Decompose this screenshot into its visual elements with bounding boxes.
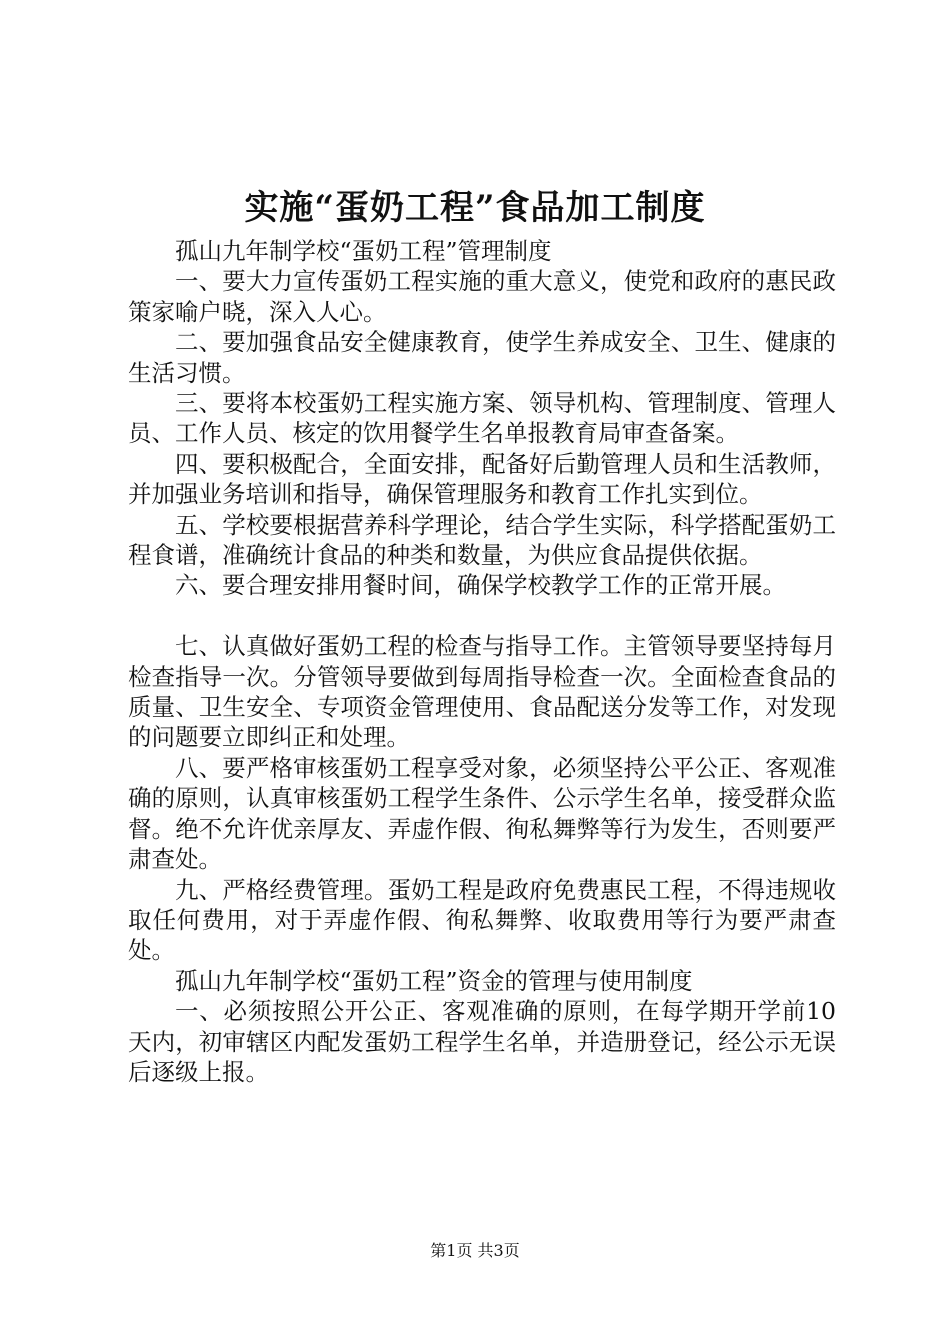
paragraph-item-6: 六、要合理安排用餐时间，确保学校教学工作的正常开展。 [175, 571, 786, 600]
paragraph-heading-funds: 孤山九年制学校“蛋奶工程”资金的管理与使用制度 [175, 966, 693, 995]
paragraph-funds-item-1: 一、必须按照公开公正、客观准确的原则，在每学期开学前10天内，初审辖区内配发蛋奶工程学生名单，并造册登记，经公示无误后逐级上报。 [128, 997, 836, 1086]
blank-line [128, 601, 836, 631]
paragraph-item-8: 八、要严格审核蛋奶工程享受对象，必须坚持公平公正、客观准确的原则，认真审核蛋奶工程学生条件、公示学生名单，接受群众监督。绝不允许优亲厚友、弄虚作假、徇私舞弊等行为发生，否则要严肃查处。 [128, 753, 836, 874]
document-body [128, 236, 836, 1087]
document-title: 实施“蛋奶工程”食品加工制度 [244, 188, 706, 228]
paragraph-item-7: 七、认真做好蛋奶工程的检查与指导工作。主管领导要坚持每月检查指导一次。分管领导要做到每周指导检查一次。全面检查食品的质量、卫生安全、专项资金管理使用、食品配送分发等工作，对发现的问题要立即纠正和处理。 [128, 632, 836, 752]
paragraph-item-2: 二、要加强食品安全健康教育，使学生养成安全、卫生、健康的生活习惯。 [128, 328, 836, 387]
paragraph-item-1: 一、要大力宣传蛋奶工程实施的重大意义，使党和政府的惠民政策家喻户晓，深入人心。 [128, 267, 836, 326]
paragraph-heading-management: 孤山九年制学校“蛋奶工程”管理制度 [175, 237, 552, 265]
paragraph-item-3: 三、要将本校蛋奶工程实施方案、领导机构、管理制度、管理人员、工作人员、核定的饮用餐学生名单报教育局审查备案。 [128, 389, 836, 448]
page-footer: 第1页 共3页 [430, 1241, 520, 1260]
paragraph-item-5: 五、学校要根据营养科学理论，结合学生实际，科学搭配蛋奶工程食谱，准确统计食品的种类和数量，为供应食品提供依据。 [128, 510, 836, 570]
paragraph-item-9: 九、严格经费管理。蛋奶工程是政府免费惠民工程，不得违规收取任何费用，对于弄虚作假、徇私舞弊、收取费用等行为要严肃查处。 [128, 875, 836, 965]
paragraph-item-4: 四、要积极配合，全面安排，配备好后勤管理人员和生活教师，并加强业务培训和指导，确保管理服务和教育工作扎实到位。 [128, 449, 836, 509]
